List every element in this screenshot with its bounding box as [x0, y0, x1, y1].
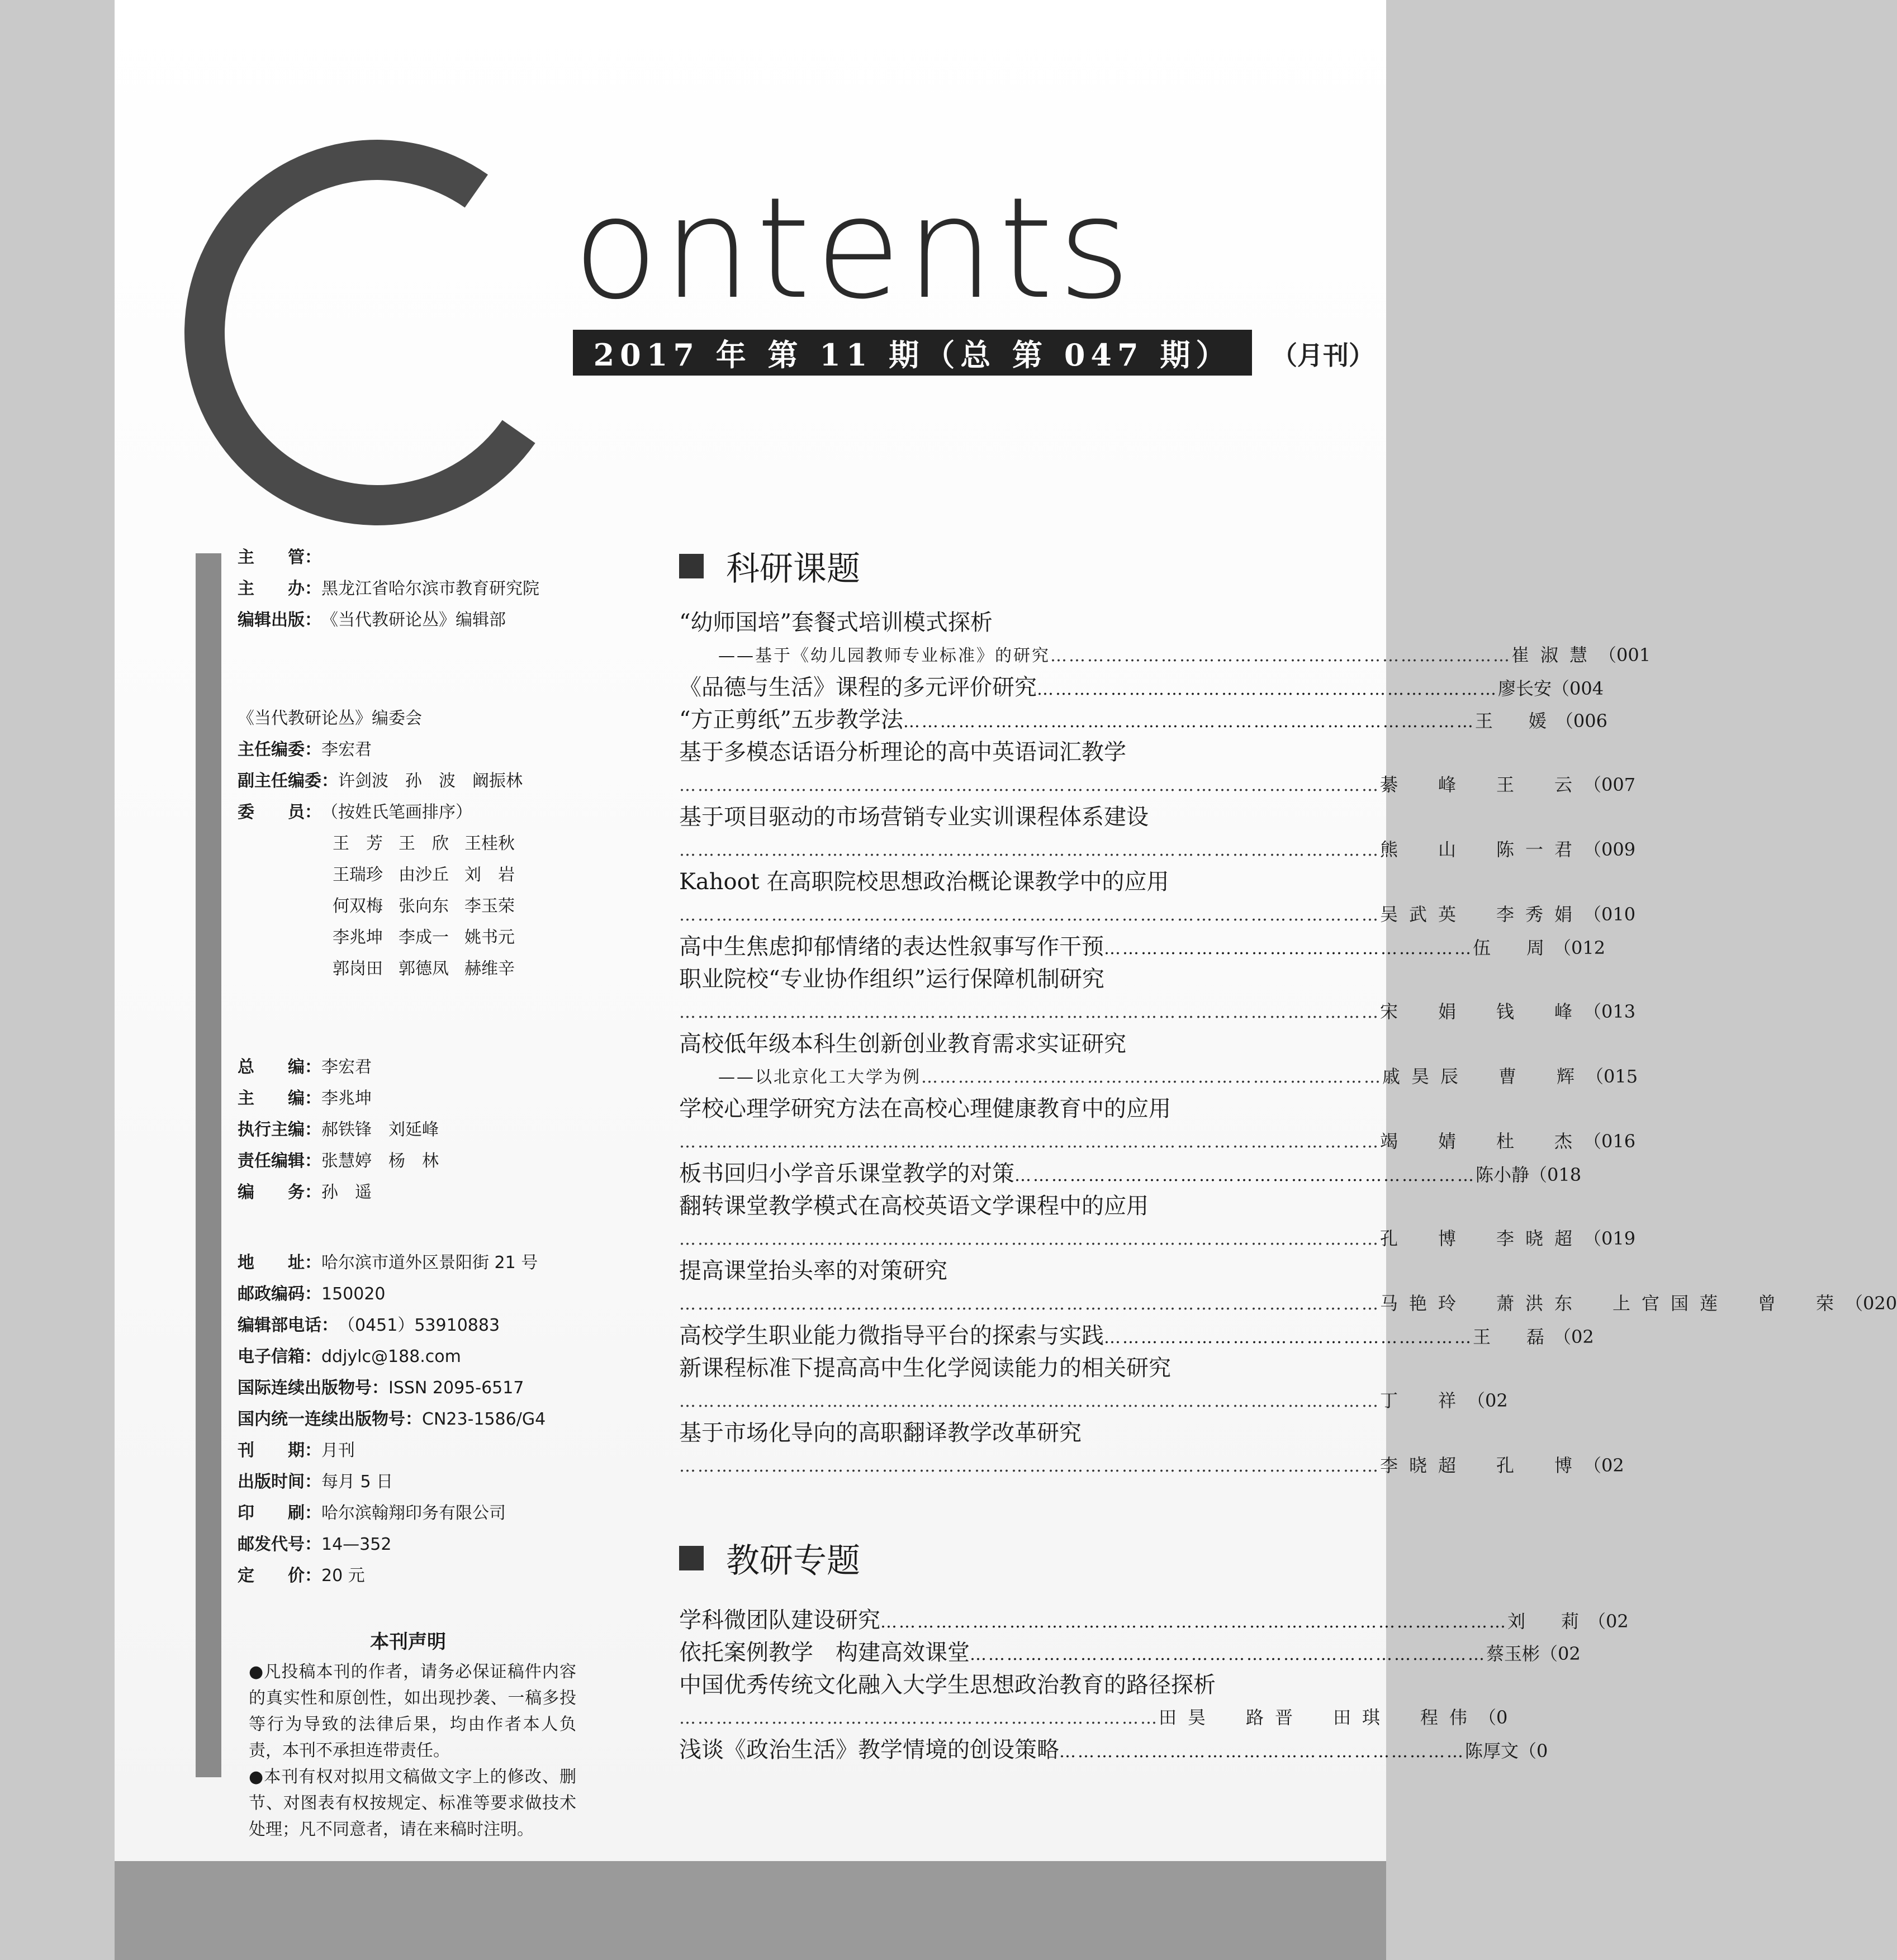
- contact-row: 出版时间： 每月 5 日: [238, 1472, 393, 1492]
- editor-row: 主 编： 李兆坤: [238, 1089, 372, 1108]
- page-bottom-edge: [115, 1861, 1386, 1960]
- section-square-icon: [679, 1546, 704, 1570]
- toc-entry[interactable]: 板书回归小学音乐课堂教学的对策 ………………………………………………………………… 陈小静 （018: [679, 1161, 1582, 1187]
- toc-entry[interactable]: 高中生焦虑抑郁情绪的表达性叙事写作干预 …………………………………………………… 伍 周 （012: [679, 934, 1606, 960]
- toc-entry[interactable]: 基于市场化导向的高职翻译教学改革研究 …………………………………………………………………………………………………… 李晓超 孔 博 （02: [679, 1420, 1624, 1476]
- frequency-label: （月刊）: [1272, 340, 1374, 371]
- committee-title: 《当代教研论丛》编委会: [238, 709, 422, 728]
- toc-entry[interactable]: 提高课堂抬头率的对策研究 …………………………………………………………………………………………………… 马艳玲 萧洪东 上官国莲 曾 荣 （020: [679, 1258, 1897, 1314]
- toc-entry[interactable]: “幼师国培”套餐式培训模式探析 ——基于《幼儿园教师专业标准》的研究 ………………………………………………………………… 崔淑慧 （001: [679, 610, 1651, 666]
- toc-entry[interactable]: 高校低年级本科生创新创业教育需求实证研究 ——以北京化工大学为例 ………………………………………………………………… 戚昊辰 曹 辉 （015: [679, 1031, 1638, 1087]
- contact-row: 刊 期： 月刊: [238, 1441, 355, 1460]
- toc-entry[interactable]: 依托案例教学 构建高效课堂 ………………………………………………………………………… 蔡玉彬 （02: [679, 1640, 1581, 1665]
- contact-row: 印 刷： 哈尔滨翰翔印务有限公司: [238, 1503, 506, 1523]
- committee-row: 副主任编委： 许剑波 孙 波 阚振林: [238, 771, 523, 791]
- section-header: 科研课题: [679, 542, 860, 590]
- toc-entry[interactable]: 高校学生职业能力微指导平台的探索与实践 …………………………………………………… 王 磊 （02: [679, 1323, 1594, 1349]
- statement-paragraph: ●凡投稿本刊的作者，请务必保证稿件内容的真实性和原创性，如出现抄袭、一稿多投等行为导致的法律后果，均由作者本人负责，本刊不承担连带责任。: [249, 1662, 576, 1760]
- editor-row: 总 编： 李宏君: [238, 1057, 372, 1077]
- section-header: 教研专题: [679, 1534, 860, 1582]
- toc-entry[interactable]: 基于多模态话语分析理论的高中英语词汇教学 …………………………………………………………………………………………………… 綦 峰 王 云 （007: [679, 739, 1636, 795]
- contact-row: 定 价： 20 元: [238, 1566, 365, 1586]
- info-row: 主 办： 黑龙江省哈尔滨市教育研究院: [238, 579, 539, 599]
- info-row: 编辑出版： 《当代教研论丛》编辑部: [238, 610, 506, 630]
- editor-row: 执行主编： 郝铁锋 刘延峰: [238, 1120, 439, 1140]
- committee-members: 王 芳 王 欣 王桂秋 王瑞珍 由沙丘 刘 岩 何双梅 张向东 李玉荣 李兆坤 李成一 姚书元 郭岗田 郭德凤 赫维辛: [333, 834, 515, 979]
- editor-row: 责任编辑： 张慧婷 杨 林: [238, 1151, 439, 1171]
- toc-entry[interactable]: 职业院校“专业协作组织”运行保障机制研究 …………………………………………………………………………………………………… 宋 娟 钱 峰 （013: [679, 966, 1636, 1022]
- toc-entry[interactable]: 学校心理学研究方法在高校心理健康教育中的应用 …………………………………………………………………………………………………… 竭 婧 杜 杰 （016: [679, 1096, 1636, 1152]
- contact-row: 国际连续出版物号： ISSN 2095-6517: [238, 1378, 524, 1398]
- toc-entry[interactable]: 学科微团队建设研究 ………………………………………………………………………………………… 刘 莉 （02: [679, 1607, 1629, 1633]
- contact-row: 电子信箱： ddjylc@188.com: [238, 1347, 461, 1366]
- toc-entry[interactable]: 翻转课堂教学模式在高校英语文学课程中的应用 …………………………………………………………………………………………………… 孔 博 李晓超 （019: [679, 1193, 1636, 1249]
- toc-entry[interactable]: Kahoot 在高职院校思想政治概论课教学中的应用 …………………………………………………………………………………………………… 吴武英 李秀娟 （010: [679, 869, 1636, 925]
- contact-row: 地 址： 哈尔滨市道外区景阳街 21 号: [238, 1253, 538, 1273]
- committee-row: 主任编委： 李宏君: [238, 740, 372, 760]
- toc-entry[interactable]: 新课程标准下提高高中生化学阅读能力的相关研究 …………………………………………………………………………………………………… 丁 祥 （02: [679, 1355, 1508, 1411]
- section-square-icon: [679, 554, 704, 578]
- masthead: [238, 542, 578, 1843]
- toc-entry[interactable]: 中国优秀传统文化融入大学生思想政治教育的路径探析 …………………………………………………………………… 田昊 路晋 田琪 程伟 （0: [679, 1672, 1508, 1728]
- info-row: 主 管：: [238, 548, 321, 567]
- issue-banner: 2017 年 第 11 期（总 第 047 期）: [573, 330, 1252, 376]
- contact-row: 邮政编码： 150020: [238, 1284, 386, 1304]
- editor-row: 编 务： 孙 遥: [238, 1183, 372, 1202]
- toc-entry[interactable]: 《品德与生活》课程的多元评价研究 ………………………………………………………………… 廖长安 （004: [679, 675, 1604, 700]
- contents-logo-text: ontents: [573, 167, 1135, 330]
- toc-entry[interactable]: “方正剪纸”五步教学法 ………………………………………………………………………………… 王 媛 （006: [679, 707, 1608, 733]
- committee-row: 委 员： （按姓氏笔画排序）: [238, 803, 472, 822]
- contact-row: 编辑部电话： （0451）53910883: [238, 1316, 500, 1335]
- contact-row: 邮发代号： 14—352: [238, 1535, 392, 1554]
- contact-row: 国内统一连续出版物号： CN23-1586/G4: [238, 1410, 546, 1429]
- statement-title: 本刊声明: [370, 1631, 446, 1653]
- toc-entry[interactable]: 浅谈《政治生活》教学情境的创设策略 ………………………………………………………… 陈厚文 （0: [679, 1737, 1548, 1763]
- statement-paragraph: ●本刊有权对拟用文稿做文字上的修改、删节、对图表有权按规定、标准等要求做技术处理；凡不同意者，请在来稿时注明。: [249, 1767, 576, 1839]
- toc-entry[interactable]: 基于项目驱动的市场营销专业实训课程体系建设 …………………………………………………………………………………………………… 熊 山 陈一君 （009: [679, 804, 1636, 860]
- masthead-side-bar: [196, 553, 221, 1777]
